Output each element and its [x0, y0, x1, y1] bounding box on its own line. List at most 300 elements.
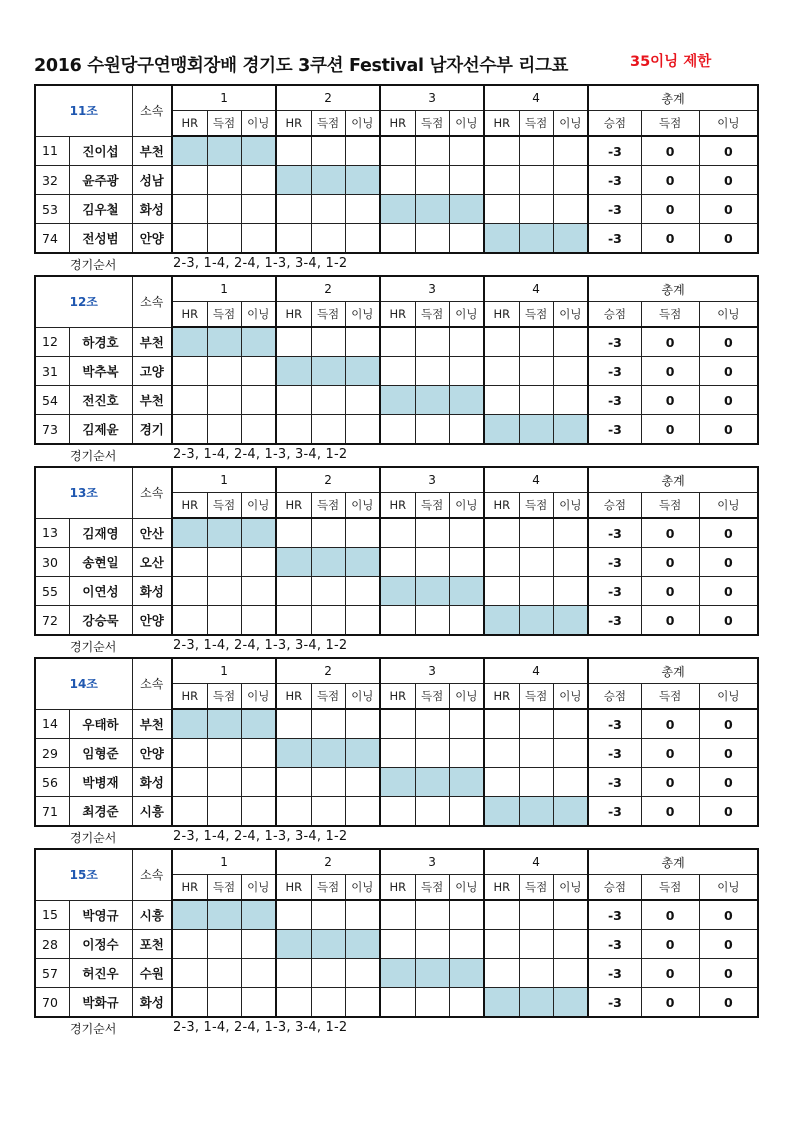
match-cell[interactable] — [519, 959, 553, 988]
player-name: 강승묵 — [69, 606, 132, 636]
match-cell[interactable] — [207, 166, 241, 195]
self-match-cell[interactable] — [484, 797, 519, 827]
match-cell[interactable] — [345, 518, 380, 548]
match-cell[interactable] — [519, 195, 553, 224]
match-cell[interactable] — [241, 224, 276, 254]
match-cell[interactable] — [553, 900, 588, 930]
match-cell[interactable] — [311, 136, 345, 166]
match-cell[interactable] — [415, 709, 449, 739]
match-cell[interactable] — [380, 606, 415, 636]
self-match-cell[interactable] — [207, 136, 241, 166]
self-match-cell[interactable] — [553, 224, 588, 254]
match-cell[interactable] — [380, 357, 415, 386]
self-match-cell[interactable] — [345, 548, 380, 577]
match-cell[interactable] — [276, 797, 311, 827]
match-cell[interactable] — [345, 327, 380, 357]
player-name: 진이섭 — [69, 136, 132, 166]
match-cell[interactable] — [415, 930, 449, 959]
match-cell[interactable] — [380, 739, 415, 768]
match-cell[interactable] — [415, 900, 449, 930]
match-cell[interactable] — [415, 739, 449, 768]
match-order-sequence: 2-3, 1-4, 2-4, 1-3, 3-4, 1-2 — [173, 447, 348, 462]
match-cell[interactable] — [380, 224, 415, 254]
match-cell[interactable] — [172, 959, 207, 988]
sub-header: 이닝 — [241, 111, 276, 137]
group-name: 12조 — [35, 276, 132, 327]
self-match-cell[interactable] — [241, 518, 276, 548]
match-cell[interactable] — [345, 415, 380, 445]
match-cell[interactable] — [415, 415, 449, 445]
player-row — [35, 136, 758, 166]
match-cell[interactable] — [172, 415, 207, 445]
total-sub-header: 득점 — [641, 684, 699, 710]
seed-number: 57 — [35, 959, 69, 988]
match-cell[interactable] — [415, 357, 449, 386]
match-cell[interactable] — [241, 548, 276, 577]
match-cell[interactable] — [553, 768, 588, 797]
sub-header: 득점 — [519, 111, 553, 137]
match-cell[interactable] — [415, 224, 449, 254]
match-cell[interactable] — [172, 577, 207, 606]
total-innings: 0 — [699, 224, 758, 254]
match-cell[interactable] — [207, 357, 241, 386]
group-block — [34, 657, 757, 848]
round-header: 3 — [380, 467, 484, 493]
self-match-cell[interactable] — [345, 357, 380, 386]
match-cell[interactable] — [484, 739, 519, 768]
self-match-cell[interactable] — [276, 548, 311, 577]
match-cell[interactable] — [345, 136, 380, 166]
match-cell[interactable] — [345, 577, 380, 606]
player-row — [35, 415, 758, 445]
match-cell[interactable] — [484, 930, 519, 959]
match-cell[interactable] — [449, 415, 484, 445]
self-match-cell[interactable] — [345, 930, 380, 959]
round-header: 1 — [172, 276, 276, 302]
self-match-cell[interactable] — [172, 136, 207, 166]
match-cell[interactable] — [207, 797, 241, 827]
match-cell[interactable] — [207, 988, 241, 1018]
match-cell[interactable] — [519, 930, 553, 959]
match-cell[interactable] — [519, 327, 553, 357]
player-row — [35, 224, 758, 254]
match-cell[interactable] — [241, 415, 276, 445]
match-cell[interactable] — [380, 797, 415, 827]
match-cell[interactable] — [484, 166, 519, 195]
total-points: -3 — [588, 959, 641, 988]
match-cell[interactable] — [449, 900, 484, 930]
group-block — [34, 848, 757, 1039]
match-cell[interactable] — [172, 357, 207, 386]
match-cell[interactable] — [172, 930, 207, 959]
self-match-cell[interactable] — [311, 166, 345, 195]
match-cell[interactable] — [207, 415, 241, 445]
match-cell[interactable] — [311, 195, 345, 224]
player-club: 화성 — [132, 988, 172, 1018]
match-cell[interactable] — [311, 606, 345, 636]
match-cell[interactable] — [276, 518, 311, 548]
self-match-cell[interactable] — [172, 709, 207, 739]
self-match-cell[interactable] — [519, 415, 553, 445]
match-cell[interactable] — [311, 768, 345, 797]
match-cell[interactable] — [519, 548, 553, 577]
match-cell[interactable] — [484, 136, 519, 166]
match-cell[interactable] — [345, 195, 380, 224]
match-cell[interactable] — [172, 386, 207, 415]
self-match-cell[interactable] — [484, 224, 519, 254]
match-cell[interactable] — [449, 739, 484, 768]
match-cell[interactable] — [207, 386, 241, 415]
seed-number: 32 — [35, 166, 69, 195]
sub-header: 이닝 — [449, 111, 484, 137]
total-score: 0 — [641, 577, 699, 606]
match-cell[interactable] — [553, 518, 588, 548]
match-cell[interactable] — [553, 709, 588, 739]
match-cell[interactable] — [172, 988, 207, 1018]
seed-number: 28 — [35, 930, 69, 959]
match-cell[interactable] — [519, 900, 553, 930]
total-sub-header: 승점 — [588, 875, 641, 901]
match-cell[interactable] — [553, 959, 588, 988]
match-cell[interactable] — [172, 797, 207, 827]
self-match-cell[interactable] — [311, 739, 345, 768]
affiliation-header: 소속 — [132, 276, 172, 327]
match-cell[interactable] — [553, 357, 588, 386]
match-cell[interactable] — [519, 709, 553, 739]
self-match-cell[interactable] — [415, 768, 449, 797]
match-cell[interactable] — [345, 988, 380, 1018]
match-cell[interactable] — [449, 166, 484, 195]
match-cell[interactable] — [207, 548, 241, 577]
match-cell[interactable] — [311, 327, 345, 357]
match-cell[interactable] — [519, 739, 553, 768]
self-match-cell[interactable] — [415, 386, 449, 415]
match-cell[interactable] — [519, 577, 553, 606]
match-cell[interactable] — [380, 327, 415, 357]
match-cell[interactable] — [276, 988, 311, 1018]
match-cell[interactable] — [241, 166, 276, 195]
match-cell[interactable] — [207, 195, 241, 224]
match-cell[interactable] — [380, 415, 415, 445]
group-block — [34, 275, 757, 466]
match-cell[interactable] — [553, 327, 588, 357]
match-cell[interactable] — [519, 768, 553, 797]
self-match-cell[interactable] — [449, 386, 484, 415]
player-club: 안산 — [132, 518, 172, 548]
round-header: 2 — [276, 849, 380, 875]
self-match-cell[interactable] — [311, 548, 345, 577]
match-cell[interactable] — [449, 224, 484, 254]
match-cell[interactable] — [345, 709, 380, 739]
self-match-cell[interactable] — [345, 739, 380, 768]
match-cell[interactable] — [519, 357, 553, 386]
match-cell[interactable] — [553, 195, 588, 224]
match-cell[interactable] — [311, 518, 345, 548]
match-cell[interactable] — [484, 327, 519, 357]
self-match-cell[interactable] — [553, 988, 588, 1018]
self-match-cell[interactable] — [207, 518, 241, 548]
seed-number: 12 — [35, 327, 69, 357]
sub-header: 득점 — [207, 875, 241, 901]
match-cell[interactable] — [276, 709, 311, 739]
sub-header: 이닝 — [449, 302, 484, 328]
match-cell[interactable] — [415, 327, 449, 357]
match-cell[interactable] — [311, 797, 345, 827]
match-cell[interactable] — [415, 988, 449, 1018]
player-club: 안양 — [132, 606, 172, 636]
match-cell[interactable] — [345, 959, 380, 988]
match-cell[interactable] — [345, 224, 380, 254]
self-match-cell[interactable] — [380, 959, 415, 988]
self-match-cell[interactable] — [241, 900, 276, 930]
match-cell[interactable] — [553, 386, 588, 415]
match-cell[interactable] — [311, 959, 345, 988]
match-cell[interactable] — [311, 577, 345, 606]
self-match-cell[interactable] — [276, 930, 311, 959]
match-cell[interactable] — [519, 386, 553, 415]
self-match-cell[interactable] — [380, 195, 415, 224]
match-cell[interactable] — [241, 959, 276, 988]
match-cell[interactable] — [311, 900, 345, 930]
sub-header: HR — [172, 493, 207, 519]
self-match-cell[interactable] — [415, 959, 449, 988]
match-cell[interactable] — [380, 166, 415, 195]
self-match-cell[interactable] — [345, 166, 380, 195]
self-match-cell[interactable] — [241, 136, 276, 166]
match-cell[interactable] — [449, 136, 484, 166]
match-cell[interactable] — [276, 136, 311, 166]
self-match-cell[interactable] — [519, 606, 553, 636]
self-match-cell[interactable] — [449, 195, 484, 224]
match-cell[interactable] — [484, 768, 519, 797]
match-cell[interactable] — [276, 959, 311, 988]
round-header: 1 — [172, 85, 276, 111]
self-match-cell[interactable] — [449, 577, 484, 606]
match-cell[interactable] — [276, 386, 311, 415]
self-match-cell[interactable] — [553, 797, 588, 827]
match-cell[interactable] — [311, 224, 345, 254]
self-match-cell[interactable] — [311, 357, 345, 386]
match-cell[interactable] — [519, 166, 553, 195]
match-cell[interactable] — [380, 709, 415, 739]
match-cell[interactable] — [241, 357, 276, 386]
match-cell[interactable] — [276, 606, 311, 636]
round-header: 1 — [172, 849, 276, 875]
match-cell[interactable] — [449, 548, 484, 577]
match-cell[interactable] — [276, 195, 311, 224]
match-cell[interactable] — [449, 357, 484, 386]
match-cell[interactable] — [207, 930, 241, 959]
affiliation-header: 소속 — [132, 85, 172, 136]
match-cell[interactable] — [172, 166, 207, 195]
total-points: -3 — [588, 577, 641, 606]
match-cell[interactable] — [172, 739, 207, 768]
self-match-cell[interactable] — [311, 930, 345, 959]
player-row — [35, 518, 758, 548]
match-cell[interactable] — [172, 606, 207, 636]
match-cell[interactable] — [553, 166, 588, 195]
self-match-cell[interactable] — [449, 768, 484, 797]
match-cell[interactable] — [484, 959, 519, 988]
match-cell[interactable] — [345, 606, 380, 636]
seed-number: 56 — [35, 768, 69, 797]
match-cell[interactable] — [484, 386, 519, 415]
match-cell[interactable] — [311, 415, 345, 445]
self-match-cell[interactable] — [207, 709, 241, 739]
player-row — [35, 930, 758, 959]
self-match-cell[interactable] — [207, 327, 241, 357]
match-cell[interactable] — [449, 518, 484, 548]
match-cell[interactable] — [276, 224, 311, 254]
match-cell[interactable] — [449, 930, 484, 959]
match-cell[interactable] — [172, 768, 207, 797]
match-cell[interactable] — [345, 386, 380, 415]
match-cell[interactable] — [449, 327, 484, 357]
match-cell[interactable] — [484, 357, 519, 386]
match-cell[interactable] — [345, 768, 380, 797]
self-match-cell[interactable] — [172, 518, 207, 548]
total-sub-header: 이닝 — [699, 493, 758, 519]
match-cell[interactable] — [345, 900, 380, 930]
match-order-sequence: 2-3, 1-4, 2-4, 1-3, 3-4, 1-2 — [173, 256, 348, 271]
match-cell[interactable] — [553, 739, 588, 768]
self-match-cell[interactable] — [449, 959, 484, 988]
sub-header: 이닝 — [345, 111, 380, 137]
match-cell[interactable] — [415, 606, 449, 636]
match-cell[interactable] — [241, 930, 276, 959]
self-match-cell[interactable] — [276, 357, 311, 386]
match-cell[interactable] — [484, 548, 519, 577]
match-cell[interactable] — [172, 195, 207, 224]
match-cell[interactable] — [345, 797, 380, 827]
self-match-cell[interactable] — [415, 195, 449, 224]
match-order — [34, 445, 757, 466]
match-cell[interactable] — [172, 548, 207, 577]
match-cell[interactable] — [553, 548, 588, 577]
self-match-cell[interactable] — [380, 768, 415, 797]
match-cell[interactable] — [553, 136, 588, 166]
self-match-cell[interactable] — [519, 797, 553, 827]
self-match-cell[interactable] — [553, 415, 588, 445]
innings-limit-note: 35이닝 제한 — [630, 54, 712, 70]
match-cell[interactable] — [241, 988, 276, 1018]
player-row — [35, 797, 758, 827]
match-cell[interactable] — [449, 606, 484, 636]
round-header: 2 — [276, 276, 380, 302]
match-cell[interactable] — [484, 195, 519, 224]
match-cell[interactable] — [276, 577, 311, 606]
match-cell[interactable] — [276, 768, 311, 797]
match-cell[interactable] — [484, 709, 519, 739]
match-cell[interactable] — [449, 709, 484, 739]
match-cell[interactable] — [311, 386, 345, 415]
match-cell[interactable] — [415, 166, 449, 195]
match-cell[interactable] — [241, 195, 276, 224]
player-row — [35, 606, 758, 636]
match-cell[interactable] — [380, 518, 415, 548]
match-cell[interactable] — [380, 136, 415, 166]
self-match-cell[interactable] — [276, 739, 311, 768]
match-cell[interactable] — [380, 548, 415, 577]
match-cell[interactable] — [172, 224, 207, 254]
self-match-cell[interactable] — [380, 386, 415, 415]
self-match-cell[interactable] — [380, 577, 415, 606]
match-cell[interactable] — [380, 988, 415, 1018]
player-name: 박추복 — [69, 357, 132, 386]
self-match-cell[interactable] — [241, 709, 276, 739]
sub-header: 이닝 — [553, 302, 588, 328]
match-order-label: 경기순서 — [70, 640, 117, 654]
match-cell[interactable] — [241, 768, 276, 797]
match-cell[interactable] — [484, 900, 519, 930]
match-cell[interactable] — [276, 415, 311, 445]
self-match-cell[interactable] — [519, 224, 553, 254]
self-match-cell[interactable] — [207, 900, 241, 930]
match-cell[interactable] — [207, 224, 241, 254]
self-match-cell[interactable] — [172, 900, 207, 930]
match-cell[interactable] — [449, 797, 484, 827]
match-cell[interactable] — [311, 709, 345, 739]
match-cell[interactable] — [519, 518, 553, 548]
match-cell[interactable] — [207, 577, 241, 606]
player-name: 이정수 — [69, 930, 132, 959]
match-cell[interactable] — [207, 606, 241, 636]
self-match-cell[interactable] — [519, 988, 553, 1018]
match-cell[interactable] — [415, 548, 449, 577]
affiliation-header: 소속 — [132, 658, 172, 709]
match-cell[interactable] — [241, 739, 276, 768]
match-cell[interactable] — [241, 797, 276, 827]
self-match-cell[interactable] — [484, 415, 519, 445]
match-cell[interactable] — [276, 900, 311, 930]
match-cell[interactable] — [380, 900, 415, 930]
match-cell[interactable] — [553, 577, 588, 606]
match-cell[interactable] — [241, 577, 276, 606]
match-cell[interactable] — [484, 577, 519, 606]
match-cell[interactable] — [449, 988, 484, 1018]
match-order-label: 경기순서 — [70, 258, 117, 272]
match-cell[interactable] — [241, 386, 276, 415]
self-match-cell[interactable] — [553, 606, 588, 636]
match-cell[interactable] — [276, 327, 311, 357]
match-cell[interactable] — [241, 606, 276, 636]
total-score: 0 — [641, 900, 699, 930]
match-cell[interactable] — [207, 768, 241, 797]
group-name: 14조 — [35, 658, 132, 709]
self-match-cell[interactable] — [276, 166, 311, 195]
sub-header: HR — [276, 111, 311, 137]
self-match-cell[interactable] — [415, 577, 449, 606]
player-row — [35, 768, 758, 797]
match-cell[interactable] — [311, 988, 345, 1018]
self-match-cell[interactable] — [484, 988, 519, 1018]
player-club: 고양 — [132, 357, 172, 386]
player-name: 우태하 — [69, 709, 132, 739]
match-cell[interactable] — [380, 930, 415, 959]
self-match-cell[interactable] — [172, 327, 207, 357]
match-cell[interactable] — [415, 518, 449, 548]
match-cell[interactable] — [553, 930, 588, 959]
match-cell[interactable] — [415, 797, 449, 827]
self-match-cell[interactable] — [484, 606, 519, 636]
self-match-cell[interactable] — [241, 327, 276, 357]
match-cell[interactable] — [519, 136, 553, 166]
match-cell[interactable] — [207, 959, 241, 988]
match-cell[interactable] — [207, 739, 241, 768]
match-cell[interactable] — [415, 136, 449, 166]
match-cell[interactable] — [484, 518, 519, 548]
league-table — [34, 84, 759, 254]
